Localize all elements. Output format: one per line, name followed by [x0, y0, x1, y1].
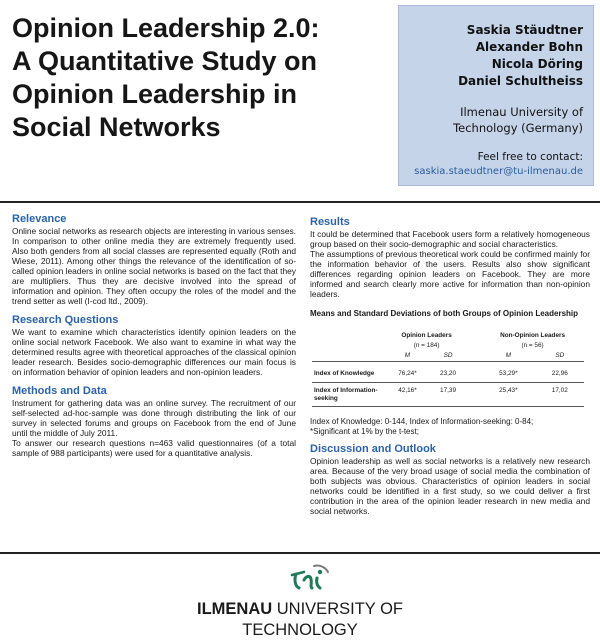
author-name: Saskia Stäudtner: [466, 23, 583, 37]
title-line-4: Social Networks: [12, 112, 221, 142]
top-divider: [0, 201, 600, 203]
author-name: Alexander Bohn: [475, 40, 583, 54]
title-line-3: Opinion Leadership in: [12, 79, 298, 109]
results-text-2: The assumptions of previous theoretical work could be confirmed mainly for the information behavior of the users. Results also show significant differences regarding opinion leaders on Facebook. They are more informed and search clearly more active for information than non-opinion leaders.: [310, 249, 590, 299]
author-name: Nicola Döring: [491, 57, 583, 71]
table-group-n: (n = 184): [413, 342, 440, 349]
university-name-line-1: [0, 599, 600, 619]
table-row: [312, 383, 584, 407]
institution-line-2: Technology (Germany): [453, 121, 583, 135]
table-subheader: SD: [536, 351, 584, 362]
right-column: [310, 216, 590, 516]
institution-line-1: Ilmenau University of: [460, 105, 583, 119]
title-line-1: Opinion Leadership 2.0:: [12, 13, 320, 43]
discussion-text: Opinion leadership as well as social networks is a relatively new research area. Because of the very broad usage of social media the combination of both subjects was obvious. Characteristics of opinion leaders in social networks could be identified in a first study, so we could deliver a first contribution in the area of the opinion leader research in new media and social networks.: [310, 456, 590, 516]
table-cell: 25,43*: [481, 383, 535, 407]
institution: [399, 104, 583, 136]
table-row-label: Index of Knowledge: [312, 362, 386, 383]
table-cell: 22,96: [536, 362, 584, 383]
table-cell: 17,39: [429, 383, 467, 407]
methods-text-2: To answer our research questions n=463 valid questionnaires (of a total sample of 988 participants) were used for a quantitative analysis.: [12, 438, 296, 458]
table-group-n: (n = 56): [521, 342, 544, 349]
discussion-heading: Discussion and Outlook: [310, 443, 436, 455]
relevance-heading: Relevance: [12, 213, 67, 225]
author-box: [398, 5, 594, 186]
table-cell: 53,29*: [481, 362, 535, 383]
table-note: [310, 417, 590, 437]
bottom-divider: [0, 552, 600, 554]
relevance-text: Online social networks as research objects are interesting in various senses. In comparison to other online media they are extremely frequently used. Also both genders from all social classes are represented equally (Roth and Wiese, 2011). Among other things the relevance of the identification of so-called opinion leaders in online social networks is based on the fact that they are multipliers. Thus they are decisive involved into the spread of information and opinion. They often occupy the roles of the model and the trend setter as well (I-cod ltd., 2009).: [12, 226, 296, 306]
poster-title: [12, 12, 382, 144]
tu-ilmenau-logo-icon: [290, 562, 330, 598]
table-group-header: Non-Opinion Leaders: [500, 332, 566, 339]
contact-email-link[interactable]: saskia.staeudtner@tu-ilmenau.de: [414, 166, 583, 177]
university-name-line-2: TECHNOLOGY: [242, 621, 358, 639]
table-row-label: Index of Information-seeking: [312, 383, 386, 407]
table-row: [312, 362, 584, 383]
methods-heading: Methods and Data: [12, 385, 107, 397]
table-title: Means and Standard Deviations of both Groups of Opinion Leadership: [310, 309, 579, 318]
table-subheader: M: [481, 351, 535, 362]
methods-text-1: Instrument for gathering data was an online survey. The recruitment of our self-selected ad-hoc-sample was done through distributing the link of our survey in selected forums and groups on Facebook from the end of June until the middle of July 2011.: [12, 398, 296, 438]
table-cell: 42,16*: [386, 383, 429, 407]
table-subheader: SD: [429, 351, 467, 362]
table-cell: 76,24*: [386, 362, 429, 383]
research-questions-heading: Research Questions: [12, 314, 119, 326]
results-text-1: It could be determined that Facebook users form a relatively homogeneous group based on their socio-demographic and social characteristics.: [310, 229, 590, 249]
table-group-header: Opinion Leaders: [401, 332, 452, 339]
results-heading: Results: [310, 216, 350, 228]
research-questions-text: We want to examine which characteristics identify opinion leaders on the online social network Facebook. We also want to examine in what way the determined results agree with theoretical approaches of the classical opinion leader research. Besides socio-demographic differences our main focus is on information behavior of opinion leaders and non-opinion leaders.: [12, 327, 296, 377]
author-list: [399, 22, 583, 90]
author-name: Daniel Schultheiss: [458, 74, 583, 88]
university-name-bold: ILMENAU: [197, 600, 273, 618]
stats-table: [312, 331, 584, 407]
table-cell: 23,20: [429, 362, 467, 383]
university-name-rest: UNIVERSITY OF: [276, 600, 403, 618]
left-column: [12, 213, 296, 458]
table-subheader: M: [386, 351, 429, 362]
title-line-2: A Quantitative Study on: [12, 46, 318, 76]
table-note-1: Index of Knowledge: 0-144, Index of Information-seeking: 0-84;: [310, 417, 534, 426]
table-cell: 17,02: [536, 383, 584, 407]
contact-label: Feel free to contact:: [477, 151, 583, 163]
table-note-2: *Significant at 1% by the t-test;: [310, 427, 419, 436]
